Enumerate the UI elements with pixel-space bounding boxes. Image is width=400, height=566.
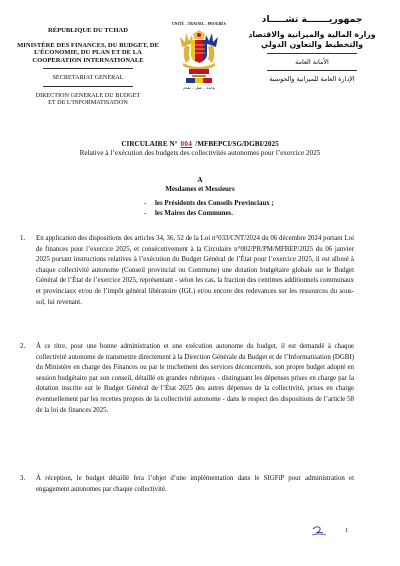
coat-of-arms-emblem	[178, 29, 220, 83]
recipient-item: - les Présidents des Conseils Provinciaux ;	[144, 200, 274, 207]
paragraph-2	[20, 342, 354, 416]
circular-subject: Relative à l’exécution des budgets des collectivités autonomes pour l’exercice 2025	[79, 149, 321, 157]
paragraph-text: En application des dispositions des articles 34, 36, 52 de la Loi n°033/CNT/2024 du 06 décembre 2024 portant Loi de finances pour l’exercice 2025, et consécutivement à la Circulaire n°002/PR/PM/MFBEP/2025 du 06 janvier 2025 portant instructions relatives à l’exécution du Budget Général de l’État pour l’exercice 2025, il est alloué à chaque collectivité autonome (Conseil provincial ou Commune) une dotation budgétaire globale sur le Budget Général de l’État de l’exercice 2025, représentant - selon les cas, la fraction des centimes additionnels communaux et provinciaux et/ou de l’impôt général libératoire (IGL) et/ou encore des redevances sur les ressources du sous-sol, lui revenant.	[36, 235, 354, 306]
motto-french: UNITÉ – TRAVAIL – PROGRÈS	[172, 22, 226, 26]
direction-line-2: ET DE L’INFORMATISATION	[48, 98, 128, 106]
paragraph-3	[20, 474, 354, 495]
republic-title: RÉPUBLIQUE DU TCHAD	[47, 27, 129, 34]
header-emblem-block	[166, 22, 232, 90]
recipient-item: - les Maires des Communes.	[144, 210, 233, 217]
secretariat-arabic: الأمانة العامة	[295, 58, 329, 67]
header-left-block	[8, 27, 168, 106]
ministry-arabic-line-1: وزارة المالية والميزانية والاقتصاد	[248, 30, 376, 39]
paragraph-number: 2.	[20, 343, 26, 350]
header-divider	[43, 68, 133, 69]
recipients-list	[144, 199, 274, 219]
circular-heading	[0, 140, 400, 158]
paragraph-text: À réception, le budget détaillé fera l’objet d’une implémentation dans le SIGFiP pour administration et engagement autonomes par chaque collectivité.	[36, 475, 354, 493]
header-right-block	[232, 14, 392, 83]
ministry-line-3: COOPERATION INTERNATIONALE	[32, 56, 144, 64]
direction-line-1: DIRECTION GENERALE DU BUDGET	[35, 91, 141, 99]
paragraph-number: 3.	[20, 475, 26, 482]
circular-prefix: CIRCULAIRE N°	[121, 140, 178, 148]
header-divider	[43, 86, 133, 87]
secretariat-label: SECRETARIAT GENERAL	[52, 74, 124, 82]
paragraph-number: 1.	[20, 235, 26, 242]
ministry-arabic-line-2: والتخطيط والتعاون الدولي	[260, 39, 364, 49]
salutation-a: A	[197, 177, 203, 184]
header-divider	[267, 53, 357, 54]
page-number: 1	[345, 527, 349, 534]
circular-reference: /MFBEPCI/SG/DGBI/2025	[195, 140, 279, 148]
circular-number: 004	[180, 140, 193, 148]
paragraph-1	[20, 234, 354, 308]
salutation-block	[0, 176, 400, 194]
initials-mark	[311, 524, 327, 537]
salutation-addressee: Mesdames et Messieurs	[165, 186, 235, 194]
ministry-line-2: L’ÉCONOMIE, DU PLAN ET DE LA	[34, 49, 142, 57]
direction-arabic: الإدارة العامة للميزانية والحوسبة	[269, 75, 355, 84]
paragraph-text: À ce titre, pour une bonne administration et une exécution autonome du budget, il est demandé à chaque collectivité autonome de transmettre directement à la Direction Générale du Budget et de l’Informatisation (DGBI) du Ministère en charge des Finances ou par le truchement des services déconcentrés, son propre budget adopté en session budgétaire par son conseil, détaillé en grandes rubriques - distinguant les dépenses prises en charge par la dotation inscrite sur le Budget Général de l’État 2025 des autres dépenses de la collectivité, prises en charge éventuellement par les recettes propres de la collectivité autonome - dans le respect des dispositions de l’article 58 de la loi de finances 2025.	[36, 343, 354, 414]
republic-title-arabic: جمهوريـــــــة تشـــــاد	[261, 14, 363, 25]
header-divider	[267, 70, 357, 71]
ministry-line-1: MINISTÈRE DES FINANCES, DU BUDGET, DE	[17, 41, 159, 49]
motto-arabic: وحدة – عمل – تقدم	[183, 85, 215, 90]
